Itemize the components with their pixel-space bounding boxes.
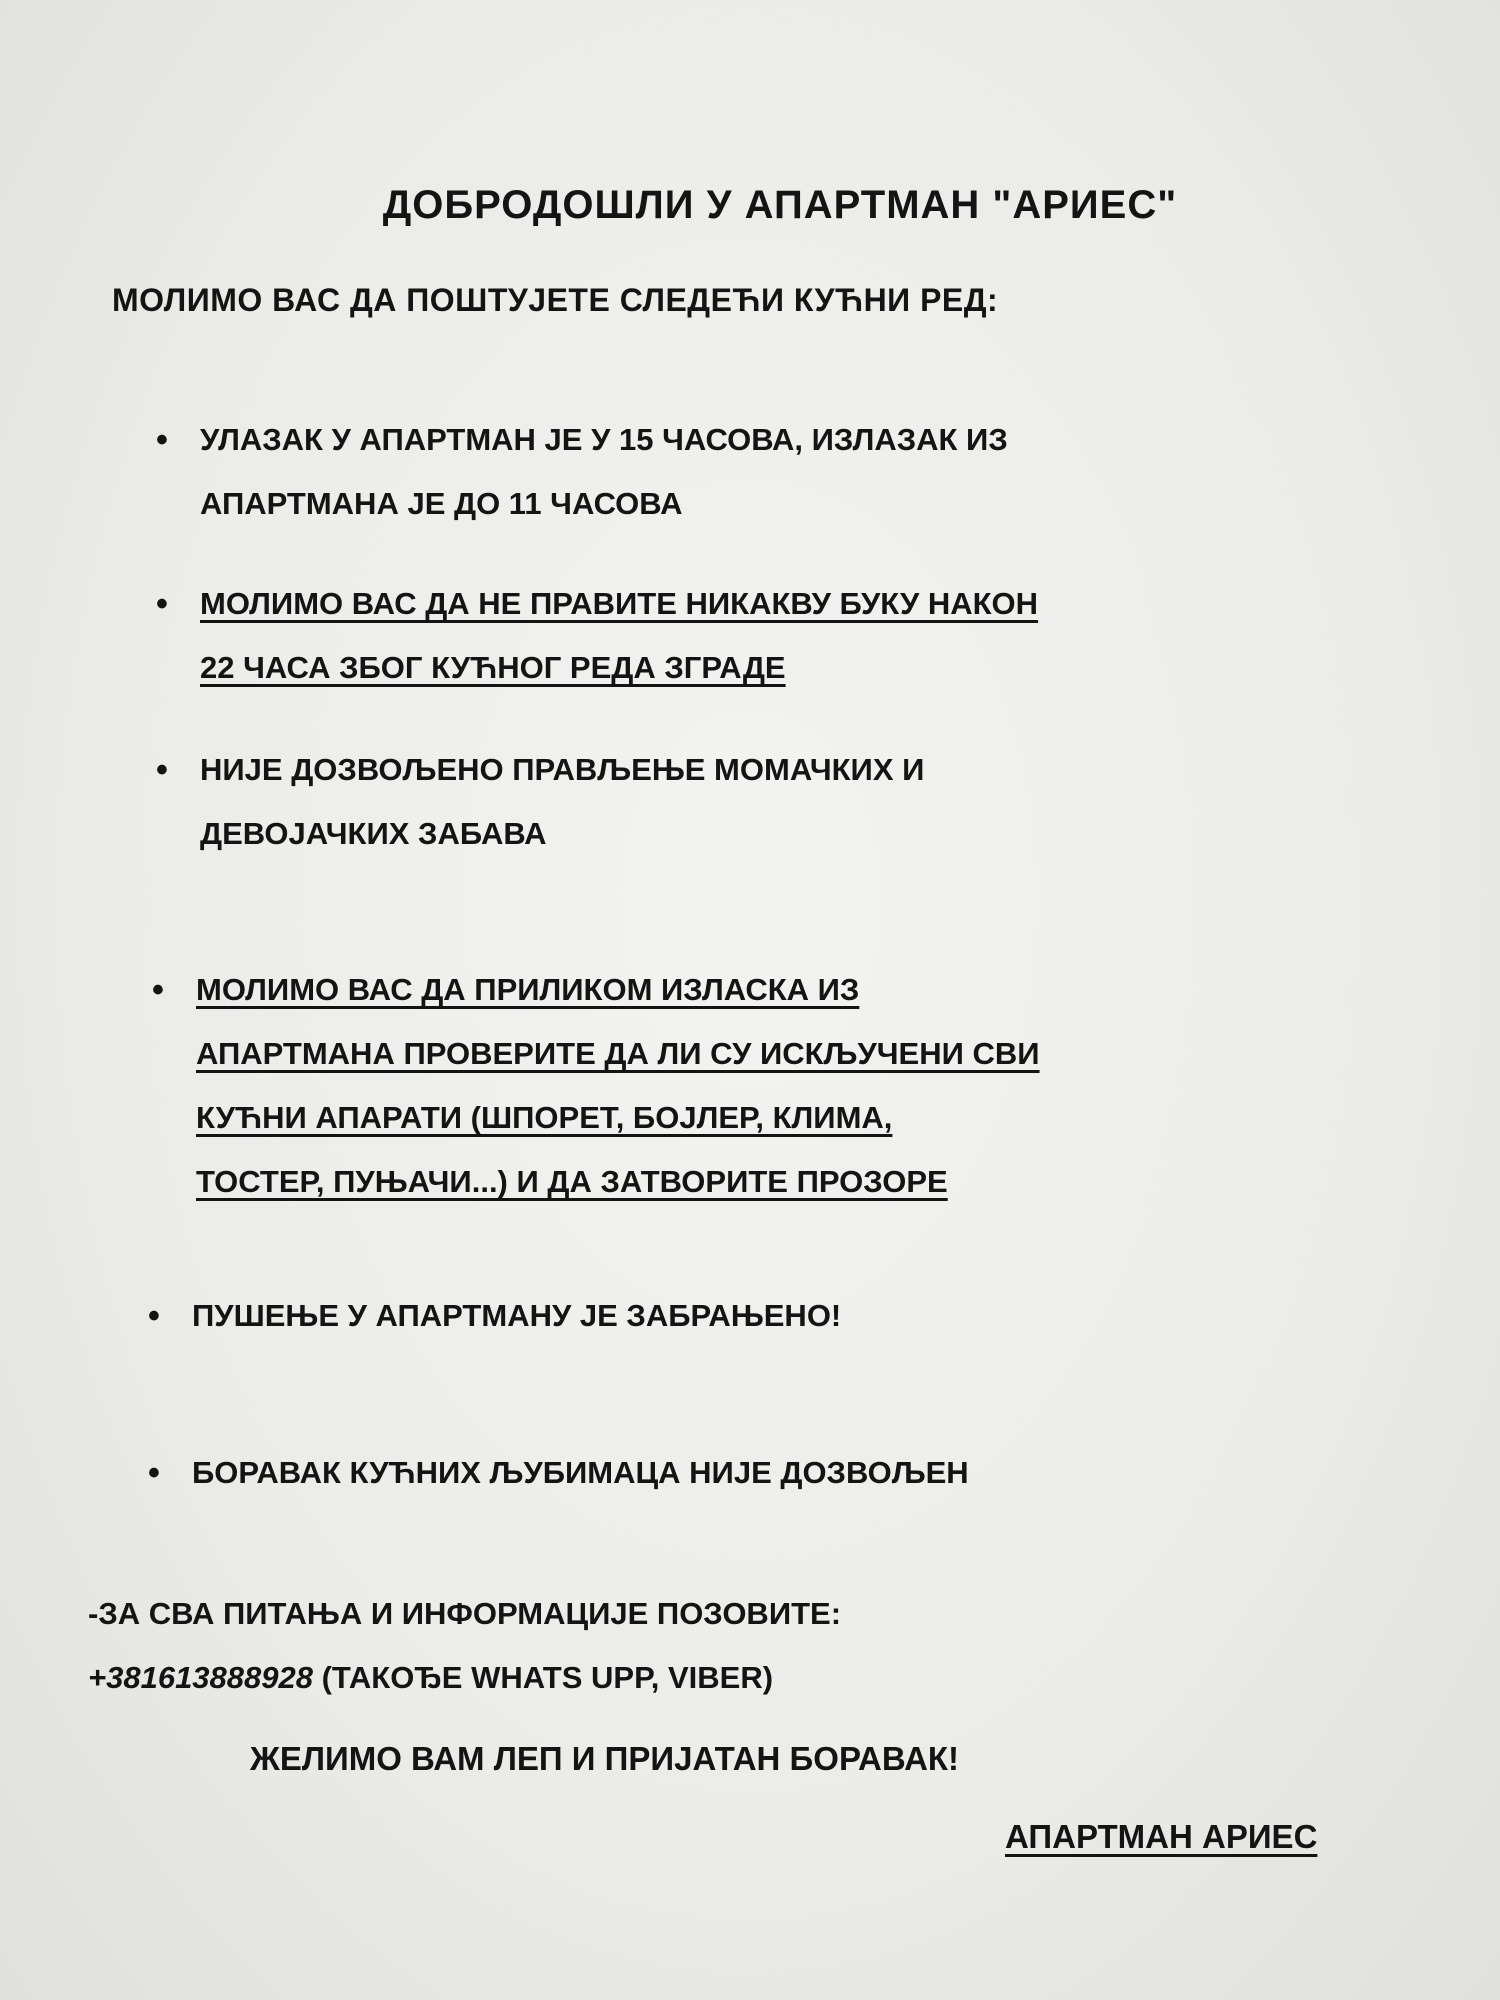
rule-line: КУЋНИ АПАРАТИ (ШПОРЕТ, БОЈЛЕР, КЛИМА, [196, 1100, 893, 1135]
rule-line: УЛАЗАК У АПАРТМАН ЈЕ У 15 ЧАСОВА, ИЗЛАЗАК ИЗ [200, 422, 1008, 457]
rule-item-pets [148, 1441, 969, 1505]
subtitle: МОЛИМО ВАС ДА ПОШТУЈЕТЕ СЛЕДЕЋИ КУЋНИ РЕД: [112, 282, 999, 318]
contact-phone-line [88, 1660, 773, 1696]
rule-item-smoking [148, 1284, 842, 1348]
bullet-icon: • [148, 1454, 160, 1492]
rule-line: АПАРТМАНА ЈЕ ДО 11 ЧАСОВА [200, 486, 683, 521]
bullet-icon: • [156, 585, 168, 623]
bullet-icon: • [156, 421, 168, 459]
rule-line: ПУШЕЊЕ У АПАРТМАНУ ЈЕ ЗАБРАЊЕНО! [192, 1298, 842, 1333]
contact-line: -ЗА СВА ПИТАЊА И ИНФОРМАЦИЈЕ ПОЗОВИТЕ: [88, 1596, 842, 1631]
rule-item-checkin [156, 408, 1008, 536]
closing-message: ЖЕЛИМО ВАМ ЛЕП И ПРИЈАТАН БОРАВАК! [250, 1740, 960, 1777]
rule-line: МОЛИМО ВАС ДА НЕ ПРАВИТЕ НИКАКВУ БУКУ НАКОН [200, 586, 1039, 621]
rule-line: БОРАВАК КУЋНИХ ЉУБИМАЦА НИЈЕ ДОЗВОЉЕН [192, 1455, 969, 1490]
bullet-icon: • [156, 751, 168, 789]
rule-line: ДЕВОЈАЧКИХ ЗАБАВА [200, 816, 547, 851]
rule-line: АПАРТМАНА ПРОВЕРИТЕ ДА ЛИ СУ ИСКЉУЧЕНИ СВИ [196, 1036, 1040, 1071]
signature: АПАРТМАН АРИЕС [1005, 1818, 1318, 1855]
page-title: ДОБРОДОШЛИ У АПАРТМАН "АРИЕС" [382, 183, 1178, 227]
rule-item-noise [156, 572, 1039, 700]
rule-line: МОЛИМО ВАС ДА ПРИЛИКОМ ИЗЛАСКА ИЗ [196, 972, 860, 1007]
rule-item-parties [156, 738, 925, 866]
rule-line: 22 ЧАСА ЗБОГ КУЋНОГ РЕДА ЗГРАДЕ [200, 650, 786, 685]
rule-line: НИЈЕ ДОЗВОЉЕНО ПРАВЉЕЊЕ МОМАЧКИХ И [200, 752, 925, 787]
phone-number: +381613888928 [88, 1660, 313, 1695]
rule-item-appliances [152, 958, 1040, 1214]
phone-note: (ТАКОЂЕ WHATS UPP, VIBER) [313, 1660, 774, 1695]
bullet-icon: • [152, 971, 164, 1009]
bullet-icon: • [148, 1297, 160, 1335]
rule-line: ТОСТЕР, ПУЊАЧИ...) И ДА ЗАТВОРИТЕ ПРОЗОРЕ [196, 1164, 948, 1199]
